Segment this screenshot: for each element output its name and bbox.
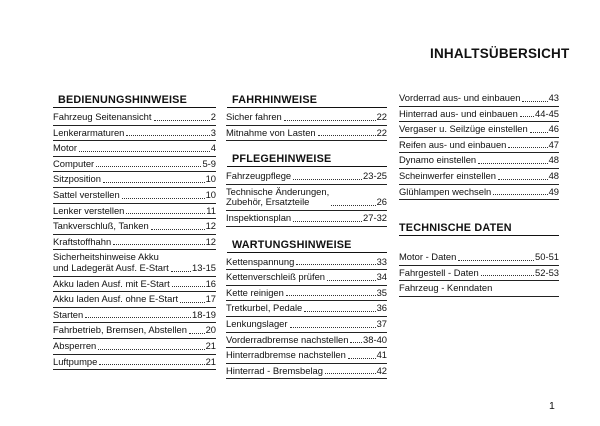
dot-leader [327, 279, 376, 281]
page-title: INHALTSÜBERSICHT [430, 46, 570, 61]
toc-entry [226, 169, 387, 185]
toc-entry [399, 169, 559, 185]
toc-entry-title: Technische Änderungen, Zubehör, Ersatzteile [226, 185, 330, 208]
toc-entry [399, 122, 559, 138]
toc-entry-page: 20 [205, 324, 216, 336]
toc-entry [399, 153, 559, 169]
toc-entry [399, 266, 559, 282]
toc-entry-title: Sicher fahren [226, 111, 282, 122]
section-title: WARTUNGSHINWEISE [227, 239, 387, 253]
toc-entry-page: 34 [376, 271, 387, 283]
dot-leader [508, 146, 547, 148]
toc-entry-title: Motor [53, 142, 77, 154]
toc-entry-page: 12 [205, 220, 216, 232]
toc-entry-page: 48 [548, 169, 559, 181]
toc-entry-page: 17 [205, 293, 216, 305]
toc-entry-page: 36 [376, 302, 387, 314]
toc-entry [53, 235, 216, 251]
toc-entry-page: 22 [376, 126, 387, 138]
toc-entry-title: Hinterrad - Bremsbelag [226, 364, 323, 376]
section-title: PFLEGEHINWEISE [227, 153, 387, 167]
toc-entry [226, 364, 387, 380]
toc-entry-title: Glühlampen wechseln [399, 185, 492, 197]
toc-column-1 [53, 94, 216, 370]
toc-entry-title: Fahrgestell - Daten [399, 266, 479, 278]
toc-entry [399, 281, 559, 297]
dot-leader [481, 274, 534, 276]
toc-entry-page: 43 [548, 92, 559, 103]
toc-entry-title: Reifen aus- und einbauen [399, 138, 507, 150]
toc-entry-page: 4 [210, 142, 216, 154]
toc-entry [226, 317, 387, 333]
toc-entry-title: Akku laden Ausf. mit E-Start [53, 277, 170, 289]
dot-leader [350, 341, 362, 343]
toc-entry-page: 48 [548, 154, 559, 166]
dot-leader [284, 119, 376, 121]
toc-entry-page: 27-32 [363, 211, 387, 223]
dot-leader [113, 243, 204, 245]
toc-entry [53, 355, 216, 371]
toc-entry-title: Tretkurbel, Pedale [226, 302, 303, 314]
toc-entry-title: Kettenspannung [226, 255, 295, 267]
toc-entry-title: Fahrzeug Seitenansicht [53, 111, 152, 122]
toc-column-3 [399, 91, 559, 297]
dot-leader [478, 162, 547, 164]
toc-entry-title: Kettenverschleiß prüfen [226, 271, 326, 283]
toc-entry-page: 12 [205, 235, 216, 247]
toc-entry-page: 46 [548, 123, 559, 135]
toc-entry-page: 5-9 [202, 157, 216, 169]
toc-entry [53, 157, 216, 173]
toc-entry-page: 35 [376, 286, 387, 298]
toc-entry-title: Lenkungslager [226, 317, 288, 329]
toc-entry [53, 250, 216, 276]
toc-entry-page: 10 [205, 173, 216, 185]
toc-entry [399, 185, 559, 201]
dot-leader [99, 363, 204, 365]
dot-leader [151, 228, 205, 230]
toc-entry [226, 333, 387, 349]
toc-entry-title: Kette reinigen [226, 286, 284, 298]
toc-entry-title: Scheinwerfer einstellen [399, 169, 496, 181]
toc-entry-page: 49 [548, 185, 559, 197]
toc-entry [226, 255, 387, 271]
toc-entry-page: 18-19 [192, 308, 216, 320]
toc-entry-title: Dynamo einstellen [399, 154, 477, 166]
toc-entry-page: 22 [376, 111, 387, 122]
dot-leader [122, 197, 205, 199]
toc-entry-page: 37 [376, 317, 387, 329]
dot-leader [520, 115, 534, 117]
toc-entry-page: 13-15 [192, 261, 216, 273]
toc-entry-page: 21 [205, 339, 216, 351]
dot-leader [154, 119, 210, 121]
section-title: BEDIENUNGSHINWEISE [53, 94, 216, 108]
toc-entry-title: Sicherheitshinweise Akku und Ladegerät Ausf. E-Start [53, 251, 169, 273]
toc-entry-page: 10 [205, 188, 216, 200]
toc-entry-title: Inspektionsplan [226, 211, 292, 223]
toc-list [53, 110, 216, 370]
toc-entry [226, 211, 387, 227]
toc-entry-title: Computer [53, 157, 95, 169]
toc-entry [226, 270, 387, 286]
toc-entry-title: Lenkerarmaturen [53, 126, 125, 138]
toc-entry-page: 38-40 [363, 333, 387, 345]
dot-leader [180, 301, 204, 303]
toc-entry-title: Fahrzeug - Kenndaten [399, 282, 493, 294]
toc-list [226, 110, 387, 141]
toc-entry [53, 172, 216, 188]
dot-leader [103, 181, 205, 183]
toc-list [399, 250, 559, 297]
toc-entry-page: 2 [210, 111, 216, 122]
dot-leader [348, 357, 376, 359]
dot-leader [286, 294, 376, 296]
toc-entry [226, 348, 387, 364]
toc-entry [226, 110, 387, 126]
toc-entry-page: 41 [376, 349, 387, 361]
dot-leader [85, 316, 191, 318]
toc-entry [53, 204, 216, 220]
toc-entry-page: 21 [205, 355, 216, 367]
dot-leader [293, 178, 362, 180]
dot-leader [189, 332, 205, 334]
dot-leader [458, 259, 534, 261]
toc-entry-title: Fahrzeugpflege [226, 170, 292, 182]
dot-leader [126, 212, 205, 214]
toc-entry-title: Vorderrad aus- und einbauen [399, 92, 521, 103]
toc-entry [53, 323, 216, 339]
toc-entry [226, 185, 387, 211]
toc-entry-title: Akku laden Ausf. ohne E-Start [53, 293, 179, 305]
toc-entry-title: Hinterrad aus- und einbauen [399, 107, 518, 119]
toc-entry [53, 339, 216, 355]
toc-entry-title: Luftpumpe [53, 355, 98, 367]
toc-entry-page: 44-45 [535, 107, 559, 119]
toc-entry-title: Kraftstoffhahn [53, 235, 112, 247]
toc-entry-page: 47 [548, 138, 559, 150]
toc-entry-title: Sitzposition [53, 173, 101, 185]
toc-entry-title: Motor - Daten [399, 251, 457, 263]
toc-entry-page: 33 [376, 255, 387, 267]
dot-leader [293, 220, 362, 222]
dot-leader [325, 372, 376, 374]
dot-leader [493, 193, 547, 195]
toc-entry [399, 250, 559, 266]
toc-entry [226, 286, 387, 302]
dot-leader [79, 150, 210, 152]
toc-entry-page: 11 [206, 204, 216, 216]
toc-entry-title: Sattel verstellen [53, 188, 120, 200]
toc-list [399, 91, 559, 200]
toc-entry-title: Lenker verstellen [53, 204, 125, 216]
toc-entry [399, 91, 559, 107]
dot-leader [98, 348, 204, 350]
dot-leader [304, 310, 375, 312]
dot-leader [171, 270, 191, 272]
toc-entry-title: Hinterradbremse nachstellen [226, 349, 346, 361]
toc-entry [53, 188, 216, 204]
dot-leader [530, 131, 548, 133]
toc-list [226, 169, 387, 226]
dot-leader [96, 165, 201, 167]
section-title: TECHNISCHE DATEN [399, 222, 559, 236]
toc-entry [399, 138, 559, 154]
toc-entry-title: Vergaser u. Seilzüge einstellen [399, 123, 528, 135]
dot-leader [296, 263, 375, 265]
toc-entry [53, 110, 216, 126]
dot-leader [318, 134, 376, 136]
section-title: FAHRHINWEISE [227, 94, 387, 108]
toc-entry [53, 292, 216, 308]
dot-leader [522, 100, 547, 102]
toc-entry-title: Mitnahme von Lasten [226, 126, 316, 138]
toc-entry [53, 219, 216, 235]
toc-entry-page: 26 [376, 196, 387, 208]
toc-entry-page: 42 [376, 364, 387, 376]
toc-entry [226, 126, 387, 142]
toc-column-2 [226, 94, 387, 379]
toc-entry-page: 23-25 [363, 170, 387, 182]
toc-entry [53, 308, 216, 324]
toc-entry-title: Starten [53, 308, 84, 320]
toc-entry-page: 3 [210, 126, 216, 138]
toc-entry-title: Tankverschluß, Tanken [53, 220, 149, 232]
toc-entry-page: 50-51 [535, 251, 559, 263]
toc-entry-page: 16 [205, 277, 216, 289]
toc-entry [53, 277, 216, 293]
toc-entry [226, 301, 387, 317]
dot-leader [172, 285, 205, 287]
toc-entry-page: 52-53 [535, 266, 559, 278]
dot-leader [126, 134, 209, 136]
toc-entry-title: Fahrbetrieb, Bremsen, Abstellen [53, 324, 187, 336]
toc-entry-title: Vorderradbremse nachstellen [226, 333, 349, 345]
toc-entry-title: Absperren [53, 339, 97, 351]
toc-entry [53, 141, 216, 157]
toc-entry [53, 126, 216, 142]
toc-entry [399, 107, 559, 123]
dot-leader [498, 178, 548, 180]
dot-leader [290, 326, 376, 328]
toc-list [226, 255, 387, 380]
dot-leader [331, 204, 375, 206]
page-number: 1 [549, 400, 555, 412]
